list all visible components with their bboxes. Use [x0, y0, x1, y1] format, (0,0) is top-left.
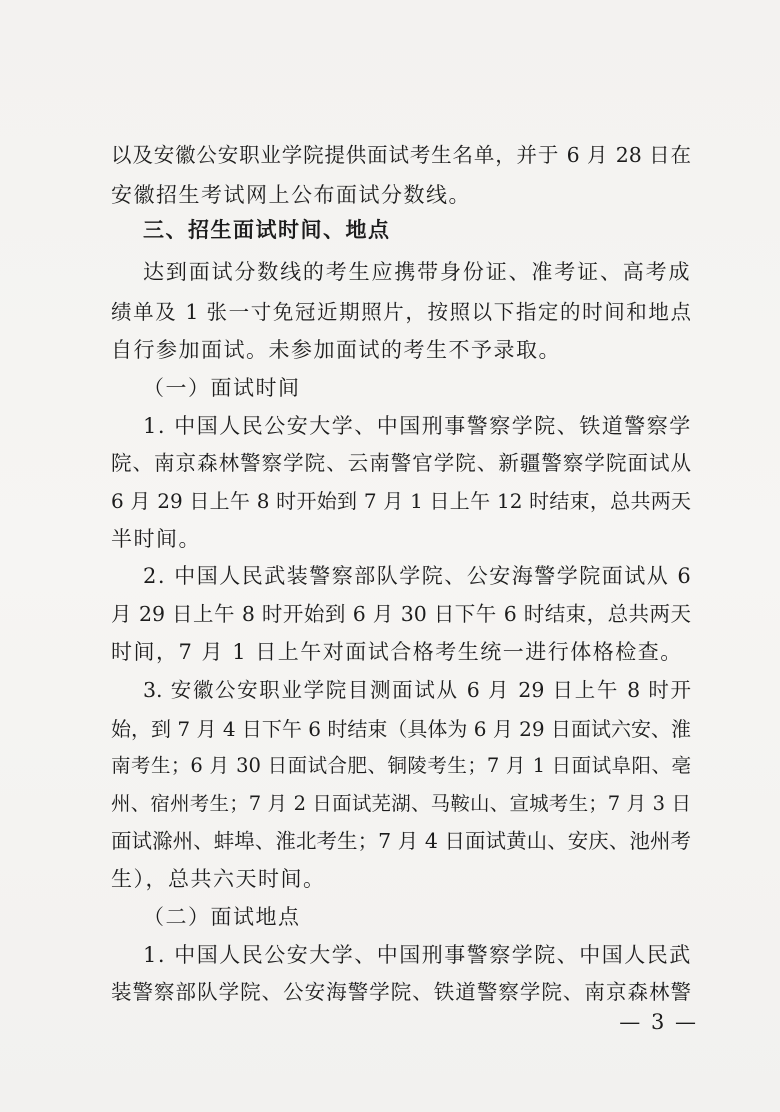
paragraph-line: 半时间。: [111, 527, 201, 551]
subsection-heading: （一）面试时间: [143, 376, 301, 400]
paragraph-line: 1. 中国人民公安大学、中国刑事警察学院、中国人民武: [143, 943, 692, 967]
page-number: — 3 —: [619, 1010, 698, 1034]
paragraph-line: 以及安徽公安职业学院提供面试考生名单，并于 6 月 28 日在: [111, 143, 691, 167]
paragraph-line: 月 29 日上午 8 时开始到 6 月 30 日下午 6 时结束，总共两天: [111, 602, 691, 626]
paragraph-line: 南考生；6 月 30 日面试合肥、铜陵考生；7 月 1 日面试阜阳、亳: [111, 754, 691, 777]
paragraph-line: 装警察部队学院、公安海警学院、铁道警察学院、南京森林警: [111, 980, 691, 1004]
paragraph-line: 1. 中国人民公安大学、中国刑事警察学院、铁道警察学: [143, 414, 692, 438]
paragraph-line: 生），总共六天时间。: [111, 867, 326, 891]
section-heading: 三、招生面试时间、地点: [143, 217, 391, 242]
paragraph-line: 2. 中国人民武装警察部队学院、公安海警学院面试从 6: [143, 564, 693, 588]
paragraph-line: 安徽招生考试网上公布面试分数线。: [111, 183, 471, 207]
paragraph-line: 绩单及 1 张一寸免冠近期照片，按照以下指定的时间和地点: [111, 300, 691, 324]
paragraph-line: 时间，7 月 1 日上午对面试合格考生统一进行体格检查。: [111, 640, 683, 664]
paragraph-line: 3. 安徽公安职业学院目测面试从 6 月 29 日上午 8 时开: [143, 678, 691, 702]
subsection-heading: （二）面试地点: [143, 905, 301, 929]
paragraph-line: 面试滁州、蚌埠、淮北考生；7 月 4 日面试黄山、安庆、池州考: [111, 829, 691, 853]
paragraph-line: 自行参加面试。未参加面试的考生不予录取。: [111, 338, 561, 362]
paragraph-line: 始，到 7 月 4 日下午 6 时结束（具体为 6 月 29 日面试六安、淮: [111, 717, 691, 741]
paragraph-line: 院、南京森林警察学院、云南警官学院、新疆警察学院面试从: [111, 451, 691, 475]
paragraph-line: 6 月 29 日上午 8 时开始到 7 月 1 日上午 12 时结束，总共两天: [111, 489, 691, 513]
paragraph-line: 达到面试分数线的考生应携带身份证、准考证、高考成: [143, 260, 691, 284]
paragraph-line: 州、宿州考生；7 月 2 日面试芜湖、马鞍山、宣城考生；7 月 3 日: [111, 792, 691, 815]
